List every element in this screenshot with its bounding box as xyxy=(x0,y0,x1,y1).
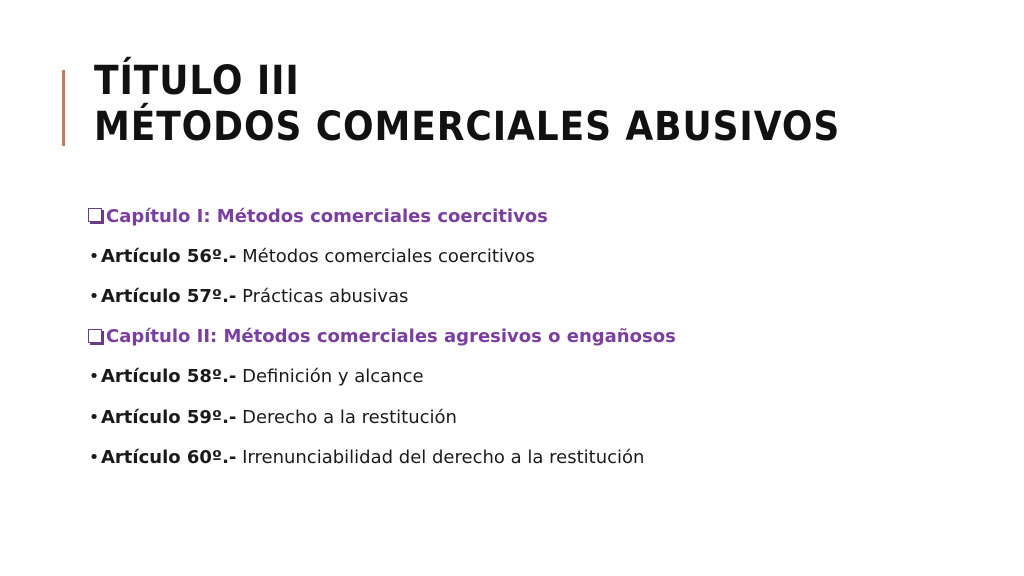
checkbox-square-icon xyxy=(88,208,102,222)
article-text: Métodos comerciales coercitivos xyxy=(236,245,535,267)
bullet-icon: • xyxy=(88,446,100,468)
article-label: Artículo 58º.- xyxy=(101,366,237,388)
article-text: Irrenunciabilidad del derecho a la restitución xyxy=(236,446,645,468)
bullet-icon: • xyxy=(88,245,100,267)
title-line-2: MÉTODOS COMERCIALES ABUSIVOS xyxy=(94,104,841,150)
article-label: Artículo 60º.- xyxy=(101,446,237,468)
chapter-row xyxy=(88,196,968,236)
article-text: Derecho a la restitución xyxy=(236,406,457,428)
slide-title xyxy=(94,58,904,150)
chapter-row xyxy=(88,317,968,357)
article-label: Artículo 57º.- xyxy=(101,285,237,307)
article-text: Definición y alcance xyxy=(236,366,424,388)
article-row xyxy=(88,276,968,316)
title-accent-bar xyxy=(62,70,65,146)
article-text: Prácticas abusivas xyxy=(236,285,409,307)
bullet-icon: • xyxy=(88,406,100,428)
checkbox-square-icon xyxy=(88,329,102,343)
article-label: Artículo 56º.- xyxy=(101,245,237,267)
chapter-text: Capítulo II: Métodos comerciales agresivos o engañosos xyxy=(106,326,676,348)
chapter-text: Capítulo I: Métodos comerciales coercitivos xyxy=(106,205,548,227)
bullet-icon: • xyxy=(88,366,100,388)
article-row xyxy=(88,397,968,437)
article-row xyxy=(88,357,968,397)
article-label: Artículo 59º.- xyxy=(101,406,237,428)
content-list xyxy=(88,196,968,477)
article-row xyxy=(88,236,968,276)
article-row xyxy=(88,437,968,477)
bullet-icon: • xyxy=(88,285,100,307)
title-line-1: TÍTULO III xyxy=(94,58,300,104)
